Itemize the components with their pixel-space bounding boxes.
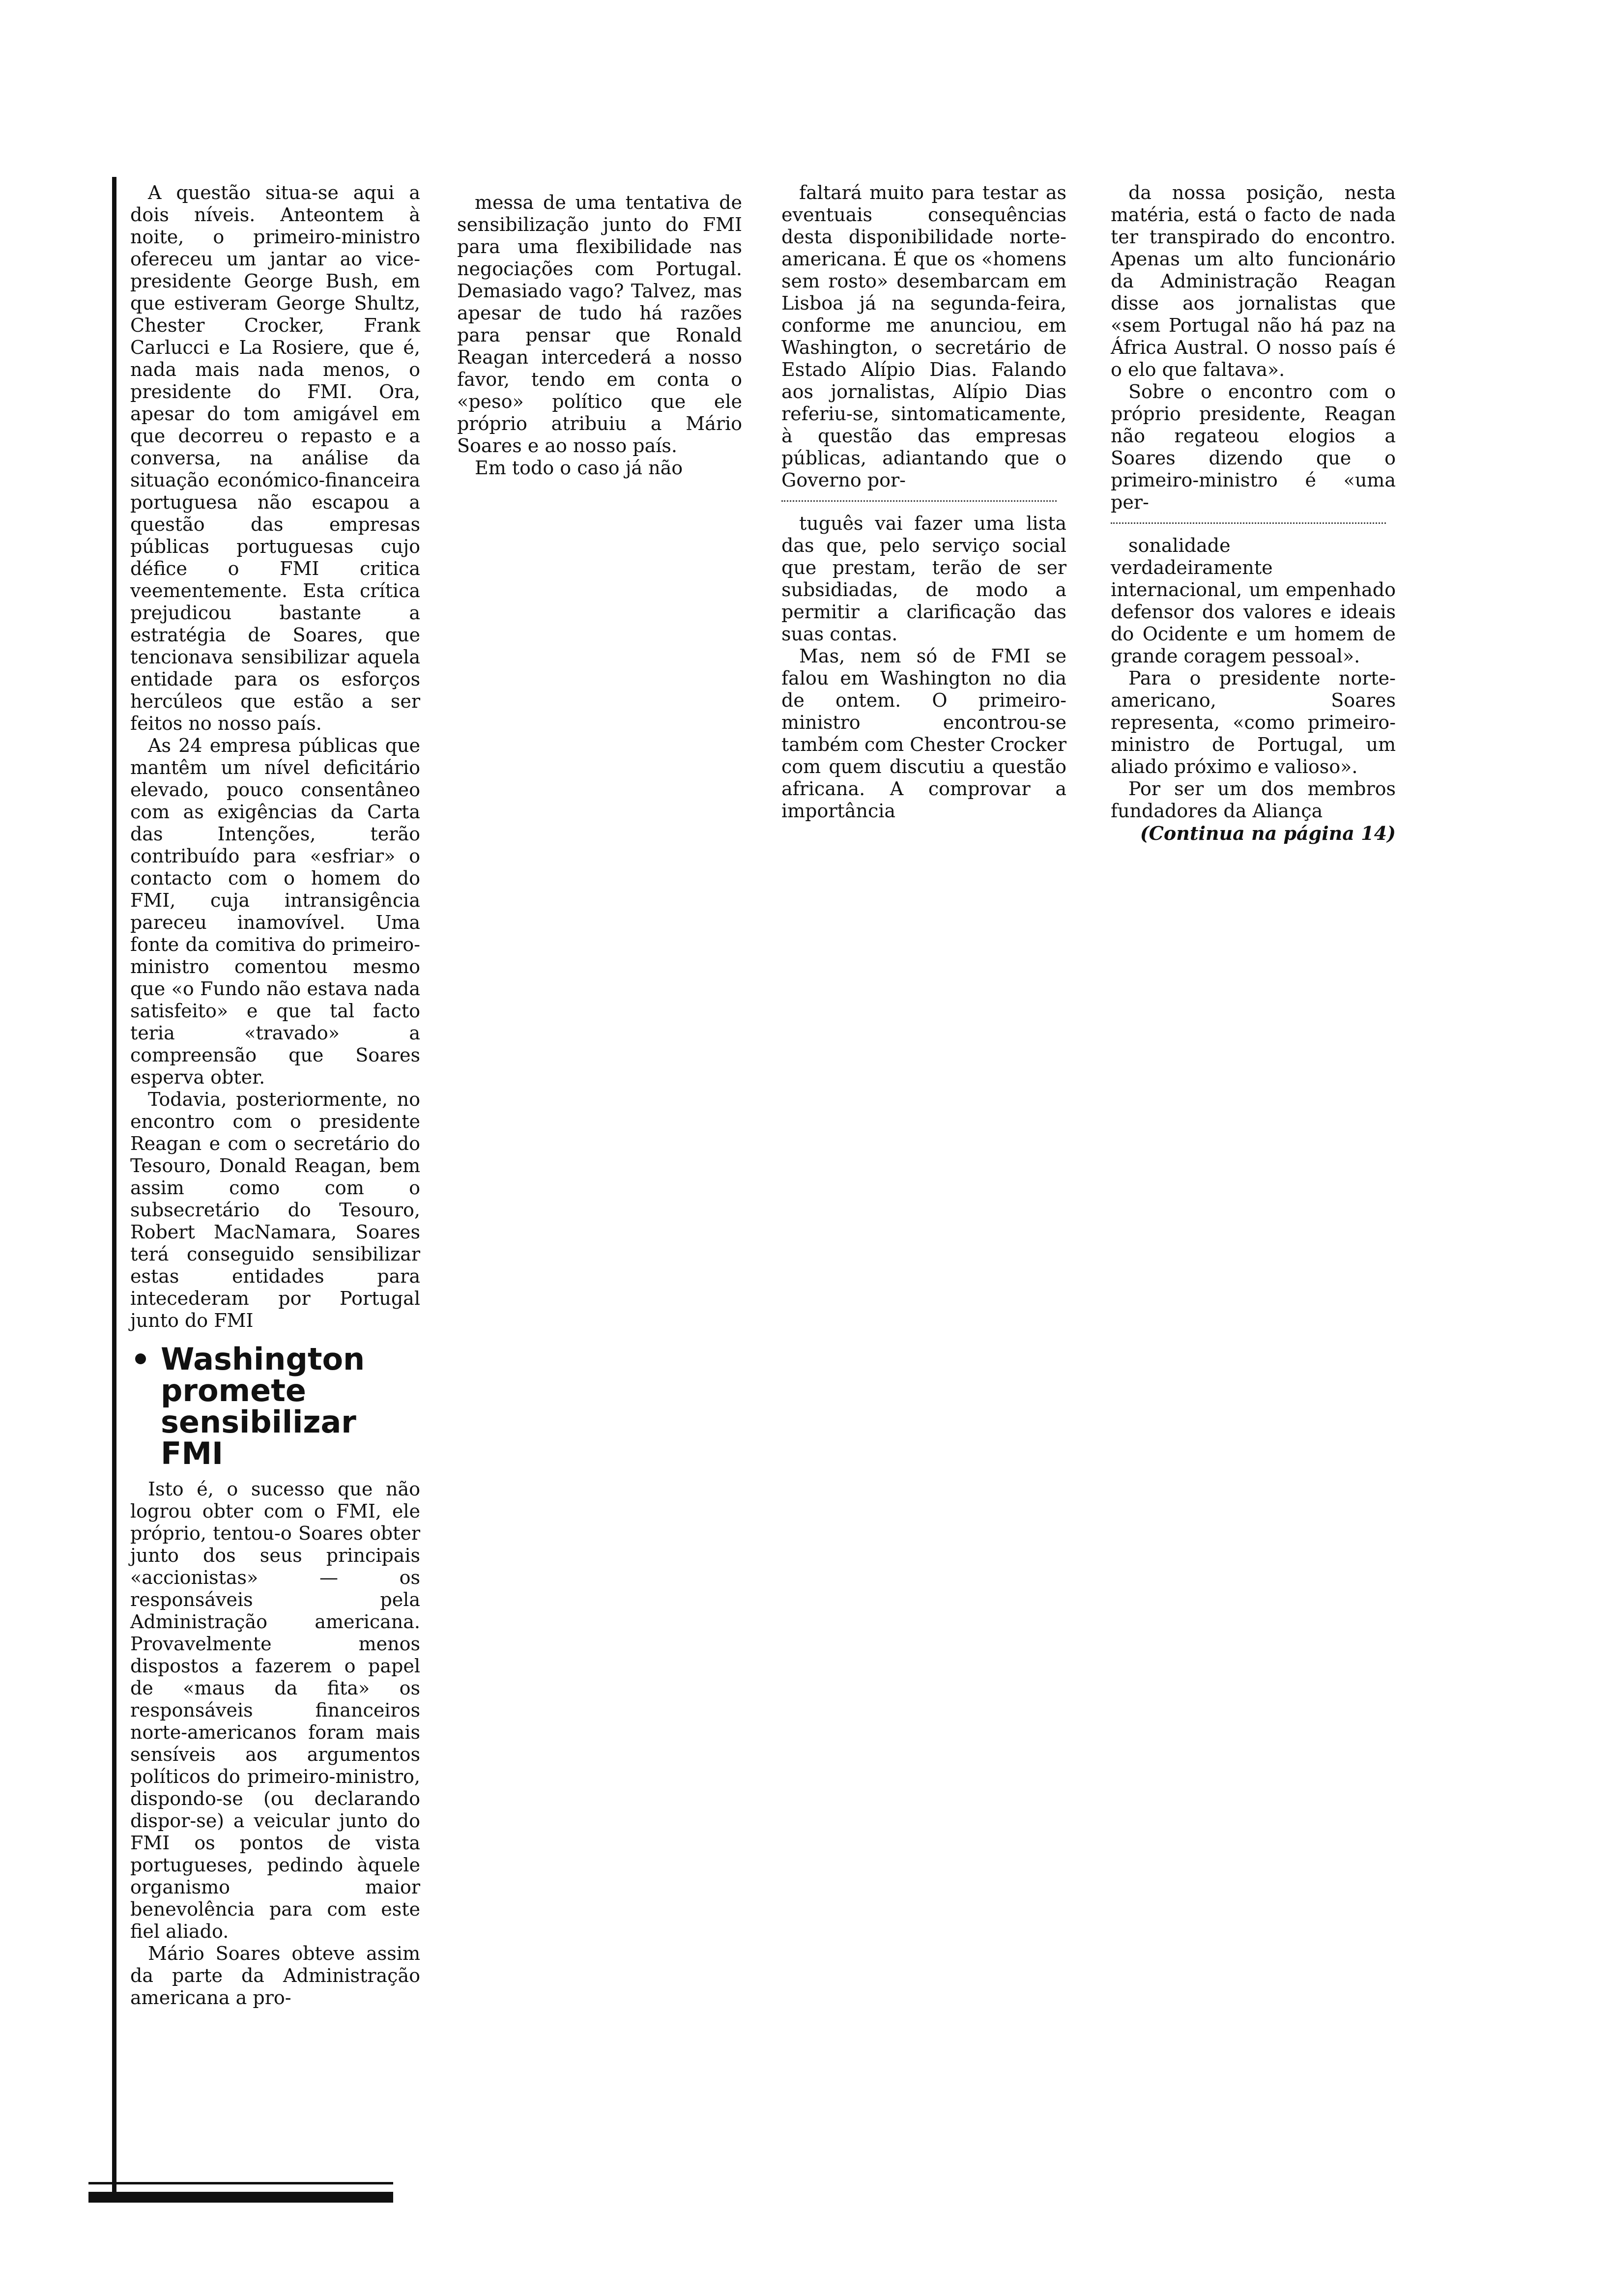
paragraph: Isto é, o sucesso que não logrou obter com o FMI, ele próprio, tentou-o Soares obter junto dos seus principais «accionistas» — os responsáveis pela Administração americana. Provavelmente menos dispostos a fazerem o papel de «maus da fita» os responsáveis financeiros norte-americanos foram mais sensíveis aos argumentos políticos do primeiro-ministro, dispondo-se (ou declarando dispor-se) a veicular junto do FMI os pontos de vista portugueses, pedindo àquele organismo maior benevolência para com este fiel aliado. xyxy=(130,1478,420,1942)
paragraph: Em todo o caso já não xyxy=(475,457,683,479)
paragraph: A questão situa-se aqui a dois níveis. Anteontem à noite, o primeiro-ministro ofereceu um jantar ao vice-presidente George Bush, em que estiveram George Shultz, Chester Crocker, Frank Carlucci e La Rosiere, que é, nada mais nada menos, o presidente do FMI. Ora, apesar do tom amigável em que decorreu o repasto e a conversa, na análise da situação económico-financeira portuguesa não escapou a questão das empresas públicas portuguesas cujo défice o FMI critica veementemente. Esta crítica prejudicou bastante a estratégia de Soares, que tencionava sensibilizar aquela entidade para os esforços hercúleos que estão a ser feitos no nosso país. xyxy=(130,182,420,734)
paragraph: da nossa posição, nesta matéria, está o facto de nada ter transpirado do encontro. Apenas um alto funcionário da Administração Reagan disse aos jornalistas que «sem Portugal não há paz na África Austral. O nosso país é o elo que faltava». xyxy=(1111,182,1396,380)
subheading xyxy=(130,1341,420,1471)
paragraph: Por ser um dos membros fundadores da Aliança xyxy=(1111,778,1396,822)
continued-note: (Continua na página 14) xyxy=(1140,822,1396,844)
paragraph: Mário Soares obteve assim da parte da Administração americana a pro- xyxy=(130,1943,420,2009)
separator xyxy=(781,500,1057,502)
separator xyxy=(1111,522,1386,524)
paragraph: sonalidade verdadeiramente internacional, um empenhado defensor dos valores e ideais do Ocidente e um homem de grande coragem pessoal». xyxy=(1111,535,1396,667)
paragraph: tuguês vai fazer uma lista das que, pelo serviço social que prestam, terão de ser subsidiadas, de modo a permitir a clarificação das suas contas. xyxy=(781,513,1066,645)
paragraph: messa de uma tentativa de sensibilização junto do FMI para uma flexibilidade nas negociações com Portugal. Demasiado vago? Talvez, mas apesar de tudo há razões para pensar que Ronald Reagan intercederá a nosso favor, tendo em conta o «peso» político que ele próprio atribuiu a Mário Soares e ao nosso país. xyxy=(457,192,742,457)
article-column-3 xyxy=(781,182,1066,822)
paragraph: Todavia, posteriormente, no encontro com o presidente Reagan e com o secretário do Tesouro, Donald Reagan, bem assim como com o subsecretário do Tesouro, Robert MacNamara, Soares terá conseguido sensibilizar estas entidades para intecederam por Portugal junto do FMI xyxy=(130,1089,420,1331)
article-column-4 xyxy=(1111,182,1396,844)
bottom-rule xyxy=(88,2192,393,2203)
bottom-rule-thin xyxy=(88,2182,393,2184)
subheading-text: Washington promete sensibilizar FMI xyxy=(161,1341,365,1471)
paragraph: Sobre o encontro com o próprio presidente, Reagan não regateou elogios a Soares dizendo que o primeiro-ministro é «uma per- xyxy=(1111,381,1396,513)
paragraph: Mas, nem só de FMI se falou em Washington no dia de ontem. O primeiro-ministro encontrou-se também com Chester Crocker com quem discutiu a questão africana. A comprovar a importância xyxy=(781,645,1066,822)
paragraph: Para o presidente norte-americano, Soares representa, «como primeiro-ministro de Portugal, um aliado próximo e valioso». xyxy=(1111,667,1396,777)
article-column-1 xyxy=(130,182,420,2009)
paragraph: faltará muito para testar as eventuais consequências desta disponibilidade norte-americana. É que os «homens sem rosto» desembarcam em Lisboa já na segunda-feira, conforme me anunciou, em Washington, o secretário de Estado Alípio Dias. Falando aos jornalistas, Alípio Dias referiu-se, sintomaticamente, à questão das empresas públicas, adiantando que o Governo por- xyxy=(781,182,1066,491)
paragraph: As 24 empresa públicas que mantêm um nível deficitário elevado, pouco consentâneo com as exigências da Carta das Intenções, terão contribuído para «esfriar» o contacto com o homem do FMI, cuja intransigência pareceu inamovível. Uma fonte da comitiva do primeiro-ministro comentou mesmo que «o Fundo não estava nada satisfeito» e que tal facto teria «travado» a compreensão que Soares esperva obter. xyxy=(130,735,420,1088)
bullet-icon xyxy=(135,1353,146,1364)
article-column-2 xyxy=(457,192,742,479)
left-column-rule xyxy=(112,177,116,2197)
